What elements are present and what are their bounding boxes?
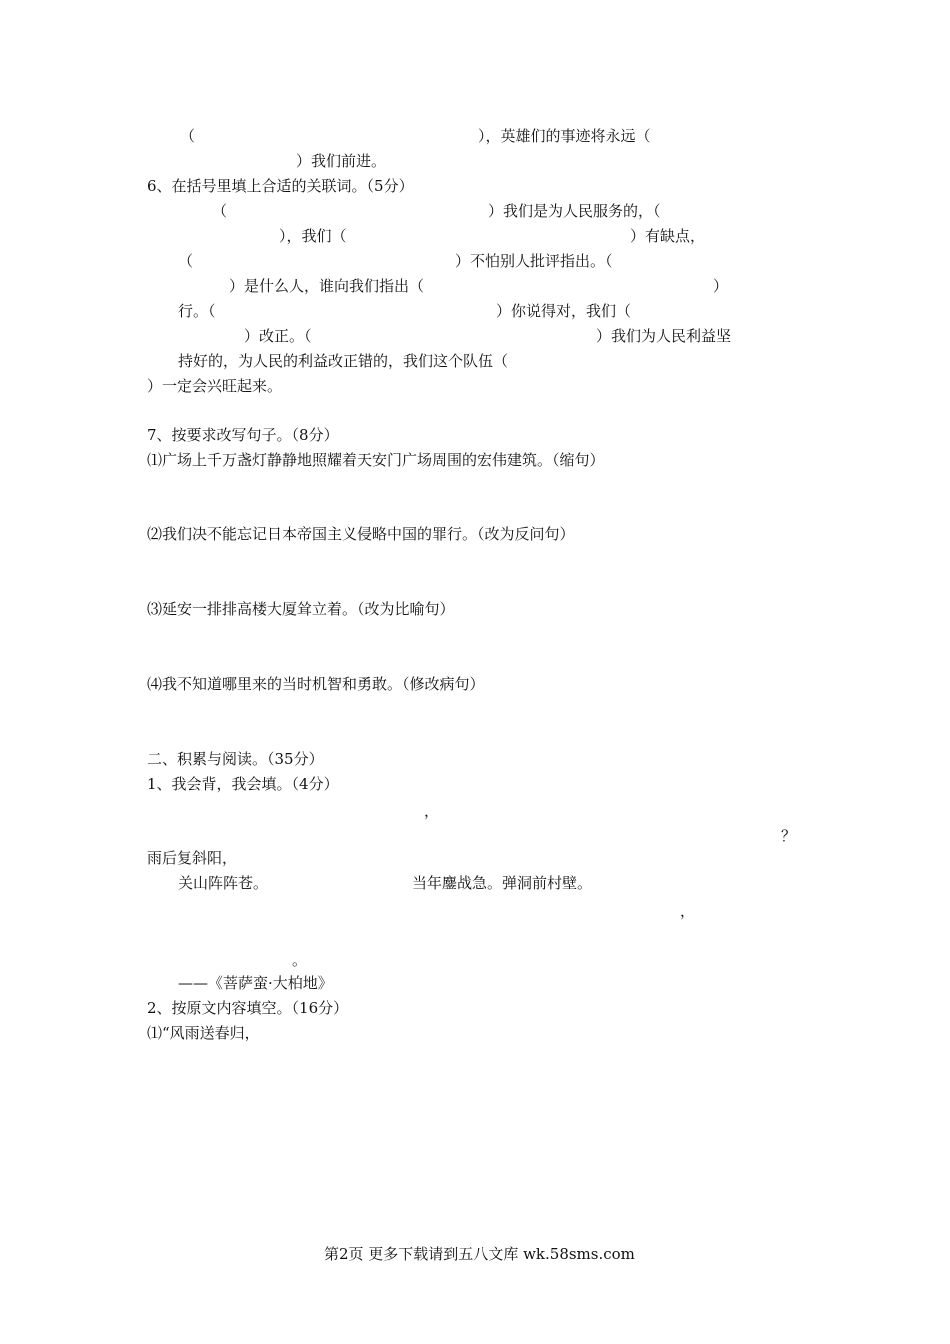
poem-line: 关山阵阵苍。 — [178, 874, 269, 892]
section-heading: 二、积累与阅读。（35分） — [147, 750, 324, 768]
question-item: ⑴广场上千万盏灯静静地照耀着天安门广场周围的宏伟建筑。（缩句） — [147, 451, 605, 469]
text-line: ）一定会兴旺起来。 — [147, 377, 283, 395]
text-line: ）改正。（ — [244, 327, 312, 345]
text-line: 。 — [292, 951, 308, 969]
text-line: ），我们（ — [279, 227, 347, 245]
text-line: ， — [680, 902, 696, 920]
text-line: （ — [178, 252, 194, 270]
text-line: ）我们前进。 — [296, 152, 387, 170]
text-line: 持好的，为人民的利益改正错的，我们这个队伍（ — [178, 352, 509, 370]
question-item: ⑴“风雨送春归， — [147, 1024, 260, 1042]
text-line: ）你说得对，我们（ — [496, 302, 632, 320]
text-line: ）有缺点， — [630, 227, 706, 245]
question-item: ⑵我们决不能忘记日本帝国主义侵略中国的罪行。（改为反问句） — [147, 525, 575, 543]
question-item: ⑶延安一排排高楼大厦耸立着。（改为比喻句） — [147, 600, 455, 618]
text-line: ）是什么人，谁向我们指出（ — [229, 277, 425, 295]
text-line: ）我们是为人民服务的，（ — [488, 202, 661, 220]
question-item: 2、按原文内容填空。（16分） — [147, 999, 349, 1017]
text-line: ） — [713, 277, 729, 295]
poem-line: 雨后复斜阳， — [147, 849, 238, 867]
question-item: ⑷我不知道哪里来的当时机智和勇敢。（修改病句） — [147, 675, 485, 693]
text-line: ？ — [781, 827, 797, 845]
section-heading: 6、在括号里填上合适的关联词。（5分） — [147, 177, 414, 195]
text-line: （ — [180, 127, 196, 145]
text-line: ）我们为人民利益坚 — [596, 327, 732, 345]
section-heading: 7、按要求改写句子。（8分） — [147, 426, 339, 444]
text-line: （ — [212, 202, 228, 220]
poem-source: ——《菩萨蛮·大柏地》 — [178, 974, 333, 992]
question-item: 1、我会背，我会填。（4分） — [147, 775, 339, 793]
page-footer: 第2页 更多下载请到五八文库 wk.58sms.com — [324, 1245, 635, 1263]
text-line: ）不怕别人批评指出。（ — [455, 252, 613, 270]
text-line: ， — [424, 802, 440, 820]
text-line: 行。（ — [178, 302, 216, 320]
poem-line: 当年鏖战急。弹洞前村壁。 — [412, 874, 593, 892]
text-line: ），英雄们的事迹将永远（ — [478, 127, 651, 145]
